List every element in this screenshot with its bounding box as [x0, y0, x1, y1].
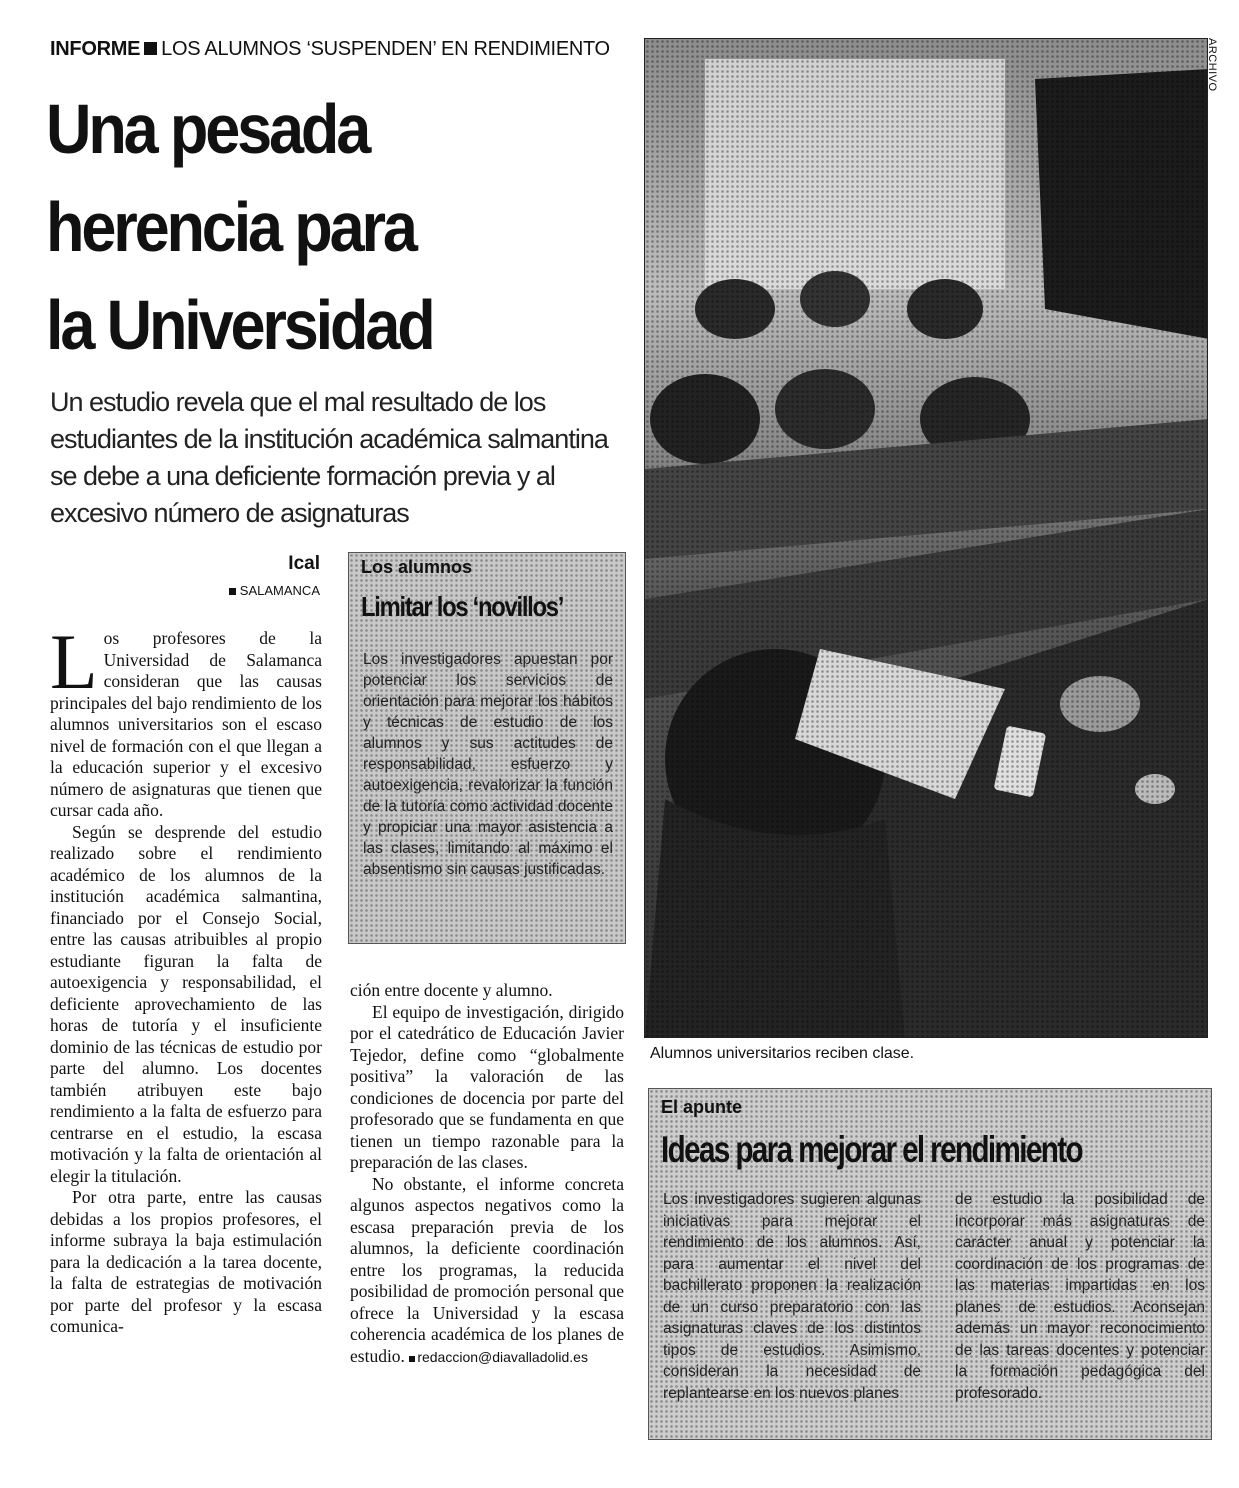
dateline-square-icon — [229, 588, 236, 595]
headline — [46, 80, 577, 374]
article-paragraph-3: Por otra parte, entre las causas debidas a los propios profesores, el informe subraya la baja estimulación para la dedicación a la tarea docente, la falta de estrategias de motivación por parte del profesor y la escasa comunica- — [50, 1187, 322, 1336]
dateline-place: SALAMANCA — [239, 583, 320, 598]
headline-line-1: Una pesada — [46, 90, 369, 168]
classroom-photo-image — [645, 39, 1208, 1038]
photo-caption: Alumnos universitarios reciben clase. — [650, 1045, 915, 1062]
kicker-square-icon — [144, 42, 157, 55]
drop-cap: L — [50, 618, 98, 705]
byline-agency: Ical — [288, 553, 320, 574]
sidebar-box — [348, 552, 626, 944]
kicker-section: INFORME — [50, 38, 141, 60]
author-email-text: redaccion@diavalladolid.es — [417, 1348, 588, 1365]
headline-line-2: herencia para — [46, 188, 415, 266]
paragraph-5-text: No obstante, el informe concreta algunos aspectos negativos como la escasa preparación previa de los alumnos, la deficiente coordinación entre los programas, la reducida posibilidad de promoción personal que ofrece la Universidad y la escasa coherencia académica de los planes de estudio. — [350, 1173, 624, 1366]
article-paragraph-4: El equipo de investigación, dirigido por el catedrático de Educación Javier Tejedor, define como “globalmente positiva” la valoración de las condiciones de docencia por parte del profesorado que se fundamenta en que tienen un tiempo razonable para la preparación de las clases. — [350, 1001, 624, 1172]
section-kicker — [50, 38, 610, 61]
article-paragraph-2: Según se desprende del estudio realizado sobre el rendimiento académico de los alumnos de la institución académica salmantina, financiado por el Consejo Social, entre las causas atribuibles al propio estudiante figuran la falta de autoexigencia y responsabilidad, el deficiente aprovechamiento de las horas de tutoría y el insuficiente dominio de las técnicas de estudio por parte del alumno. Los docentes también atribuyen este bajo rendimiento a la falta de esfuerzo para centrarse en el estudio, la escasa motivación y la falta de orientación al elegir la titulación. — [50, 821, 322, 1186]
photo-credit: ARCHIVO — [1206, 38, 1218, 92]
article-paragraph-5 — [350, 1174, 624, 1369]
headline-line-3: la Universidad — [46, 286, 433, 364]
apunte-box — [648, 1088, 1212, 1440]
sidebar-text: Los investigadores apuestan por potenciar los servicios de orientación para mejorar los hábitos y técnicas de estudio de los alumnos y sus actitudes de responsabilidad, esfuerzo y autoexigencia, revalorizar la función de la tutoría como actividad docente y propiciar una mayor asistencia a las clases, limitando al máximo el absentismo sin causas justificadas. — [363, 651, 613, 878]
apunte-label: El apunte — [661, 1097, 743, 1117]
apunte-text-column-1: Los investigadores sugieren algunas iniciativas para mejorar el rendimiento de los alumnos. Así, para aumentar el nivel del bachillerato proponen la realización de un curso preparatorio con las asignaturas claves de los distintos tipos de estudios. Asimismo, consideran la necesidad de replantearse en los nuevos planes — [663, 1191, 921, 1402]
article-paragraph-3-continued: ción entre docente y alumno. — [350, 980, 553, 1000]
article-column-1 — [50, 618, 322, 1338]
classroom-photo — [644, 38, 1208, 1038]
kicker-topic: LOS ALUMNOS ‘SUSPENDEN’ EN RENDIMIENTO — [161, 38, 610, 60]
article-column-2 — [350, 980, 624, 1368]
sidebar-title: Limitar los ‘novillos’ — [361, 591, 564, 622]
dateline — [180, 583, 320, 598]
author-email — [409, 1349, 588, 1365]
apunte-title: Ideas para mejorar el rendimiento — [661, 1129, 1082, 1170]
sidebar-label: Los alumnos — [361, 557, 473, 577]
paragraph-1-text: os profesores de la Universidad de Salamanca consideran que las causas principales del bajo rendimiento de los alumnos universitarios son el escaso nivel de formación con el que llegan a la educación superior y el excesivo número de asignaturas que tienen que cursar cada año. — [50, 628, 322, 820]
email-square-icon — [409, 1356, 415, 1362]
article-paragraph-1 — [50, 618, 322, 822]
subheadline: Un estudio revela que el mal resultado de los estudiantes de la institución académica salmantina se debe a una deficiente formación previa y al excesivo número de asignaturas — [50, 387, 608, 528]
apunte-text-column-2: de estudio la posibilidad de incorporar más asignaturas de carácter anual y potenciar la coordinación de los programas de las materias impartidas en los planes de estudios. Aconsejan además un mayor reconocimiento de las tareas docentes y potenciar la formación pedagógica del profesorado. — [955, 1191, 1205, 1402]
